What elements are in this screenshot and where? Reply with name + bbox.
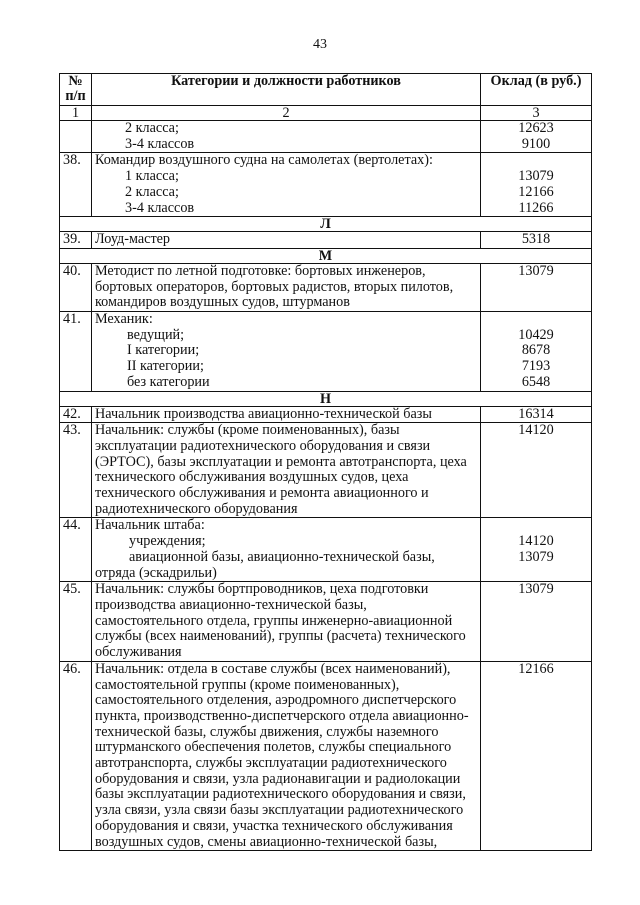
salary-value [484,787,588,803]
table-body [60,121,592,851]
section-letter-row [60,217,592,232]
category-line: Начальник: службы бортпроводников, цеха подготовки [95,581,429,598]
row-category [92,423,481,518]
row-salary [481,406,592,423]
salary-value: 12166 [518,660,554,677]
table-row [60,582,592,662]
category-line: без категории [127,373,210,390]
category-line: оборудования и связи, узла радионавигации и радиолокации [95,770,461,787]
header-number: № п/п [60,74,92,106]
row-category [92,582,481,662]
salary-value [484,740,588,756]
category-line: II категории; [127,358,204,375]
category-line: Начальник штаба: [95,517,205,534]
table-row [60,312,592,392]
category-line: обслуживания [95,644,182,661]
table-row [60,263,592,311]
category-line: воздушных судов, смены авиационно-технической базы, [95,833,438,850]
salary-value: 16314 [518,405,554,422]
row-salary [481,153,592,217]
salary-value: 9100 [521,135,551,152]
salary-value [484,835,588,851]
table-row [60,406,592,423]
salary-value: 13079 [518,548,554,565]
salary-value [484,614,588,630]
salary-value [484,153,588,169]
salary-value: 7193 [521,358,551,375]
salary-value [484,725,588,741]
row-number: 39. [60,232,92,249]
row-category [92,312,481,392]
category-line: I категории; [127,342,200,359]
category-line: 1 класса; [125,168,179,185]
row-salary [481,263,592,311]
category-line: узла связи, узла связи базы эксплуатации радиотехнического [95,802,464,819]
category-line: 2 класса; [125,120,179,136]
row-salary [481,518,592,582]
category-line: службы (всех наименований), группы (расчета) технического [95,628,466,645]
category-line: Методист по летной подготовке: бортовых инженеров, [95,262,426,279]
salary-value: 13079 [518,262,554,279]
category-line: Начальник производства авиационно-технической базы [95,405,432,422]
header-salary: Оклад (в руб.) [481,74,592,106]
salary-value [484,598,588,614]
row-number: 43. [60,423,92,518]
salary-value: 11266 [518,199,554,216]
salary-value [484,470,588,486]
category-line: 3-4 классов [125,135,195,152]
row-number: 40. [60,263,92,311]
salary-value [484,678,588,694]
row-category [92,518,481,582]
salary-value [484,629,588,645]
salary-value [484,566,588,582]
category-line: авиационной базы, авиационно-технической базы, [129,548,435,565]
salary-value [484,486,588,502]
salary-value [484,455,588,471]
row-salary [481,121,592,153]
column-index: 3 [481,106,592,121]
category-line: самостоятельного отдела, группы инженерно-авиационной [95,612,453,629]
table-row [60,153,592,217]
row-number: 45. [60,582,92,662]
category-line: самостоятельного отделения, аэродромного диспетчерского [95,692,457,709]
header-category: Категории и должности работников [92,74,481,106]
row-number: 41. [60,312,92,392]
salary-value [484,280,588,296]
category-line: радиотехнического оборудования [95,500,298,517]
row-category [92,232,481,249]
category-line: автотранспорта, службы эксплуатации радиотехнического [95,755,447,772]
row-salary [481,423,592,518]
row-salary [481,661,592,850]
row-number: 38. [60,153,92,217]
salary-value: 12623 [518,120,554,136]
salary-value [484,772,588,788]
table-row [60,121,592,153]
row-category [92,406,481,423]
salary-value [484,502,588,518]
category-line: бортовых операторов, бортовых радистов, вторых пилотов, [95,278,454,295]
category-line: оборудования и связи, участка технического обслуживания [95,817,453,834]
category-line: штурманского обеспечения полетов, службы специального [95,739,452,756]
row-category [92,153,481,217]
salary-value [484,693,588,709]
category-line: отряда (эскадрильи) [95,564,217,581]
column-index: 2 [92,106,481,121]
category-line: пункта, производственно-диспетчерского отдела авиационно- [95,707,469,724]
category-line: 2 класса; [125,183,179,200]
table-row [60,661,592,850]
salary-value [484,803,588,819]
category-line: 3-4 классов [125,199,195,216]
row-salary [481,232,592,249]
salary-table [59,73,592,851]
section-letter-row [60,248,592,263]
salary-value: 13079 [518,168,554,185]
category-line: Начальник: службы (кроме поименованных), базы [95,422,400,439]
salary-value [484,312,588,328]
salary-value [484,709,588,725]
salary-value: 8678 [521,342,551,359]
section-letter: Л [60,217,592,232]
row-number: 46. [60,661,92,850]
category-line: Механик: [95,311,153,328]
category-line: командиров воздушных судов, штурманов [95,294,350,311]
category-line: технического обслуживания и ремонта авиационного и [95,485,429,502]
salary-value [484,439,588,455]
section-letter: М [60,248,592,263]
salary-value: 14120 [518,533,554,550]
table-header-row [60,74,592,106]
category-line: эксплуатации радиотехнического оборудования и связи [95,437,431,454]
row-number: 42. [60,406,92,423]
salary-value [484,645,588,661]
salary-value: 13079 [518,581,554,598]
category-line: Лоуд-мастер [95,231,171,248]
table-row [60,232,592,249]
category-line: Начальник: отдела в составе службы (всех наименований), [95,660,451,677]
table-row [60,518,592,582]
column-index-row [60,106,592,121]
row-category [92,121,481,153]
salary-value [484,295,588,311]
salary-value [484,518,588,534]
salary-value: 5318 [521,231,551,248]
category-line: базы эксплуатации радиотехнического оборудования и связи, [95,786,466,803]
category-line: технической базы, службы движения, службы наземного [95,723,439,740]
category-line: производства авиационно-технической базы, [95,596,367,613]
category-line: технического обслуживания воздушных судов, цеха [95,469,409,486]
section-letter: Н [60,391,592,406]
page-number: 43 [313,37,327,52]
salary-value: 12166 [518,183,554,200]
row-salary [481,582,592,662]
row-number [60,121,92,153]
salary-value [484,819,588,835]
category-line: Командир воздушного судна на самолетах (вертолетах): [95,152,433,169]
row-category [92,661,481,850]
category-line: учреждения; [129,533,206,550]
column-index: 1 [60,106,92,121]
salary-value: 14120 [518,422,554,439]
category-line: самостоятельной группы (кроме поименованных), [95,676,400,693]
table-row [60,423,592,518]
row-number: 44. [60,518,92,582]
category-line: (ЭРТОС), базы эксплуатации и ремонта автотранспорта, цеха [95,453,467,470]
row-salary [481,312,592,392]
category-line: ведущий; [127,326,185,343]
salary-value: 10429 [518,326,554,343]
row-category [92,263,481,311]
section-letter-row [60,391,592,406]
salary-value: 6548 [521,373,551,390]
salary-value [484,756,588,772]
